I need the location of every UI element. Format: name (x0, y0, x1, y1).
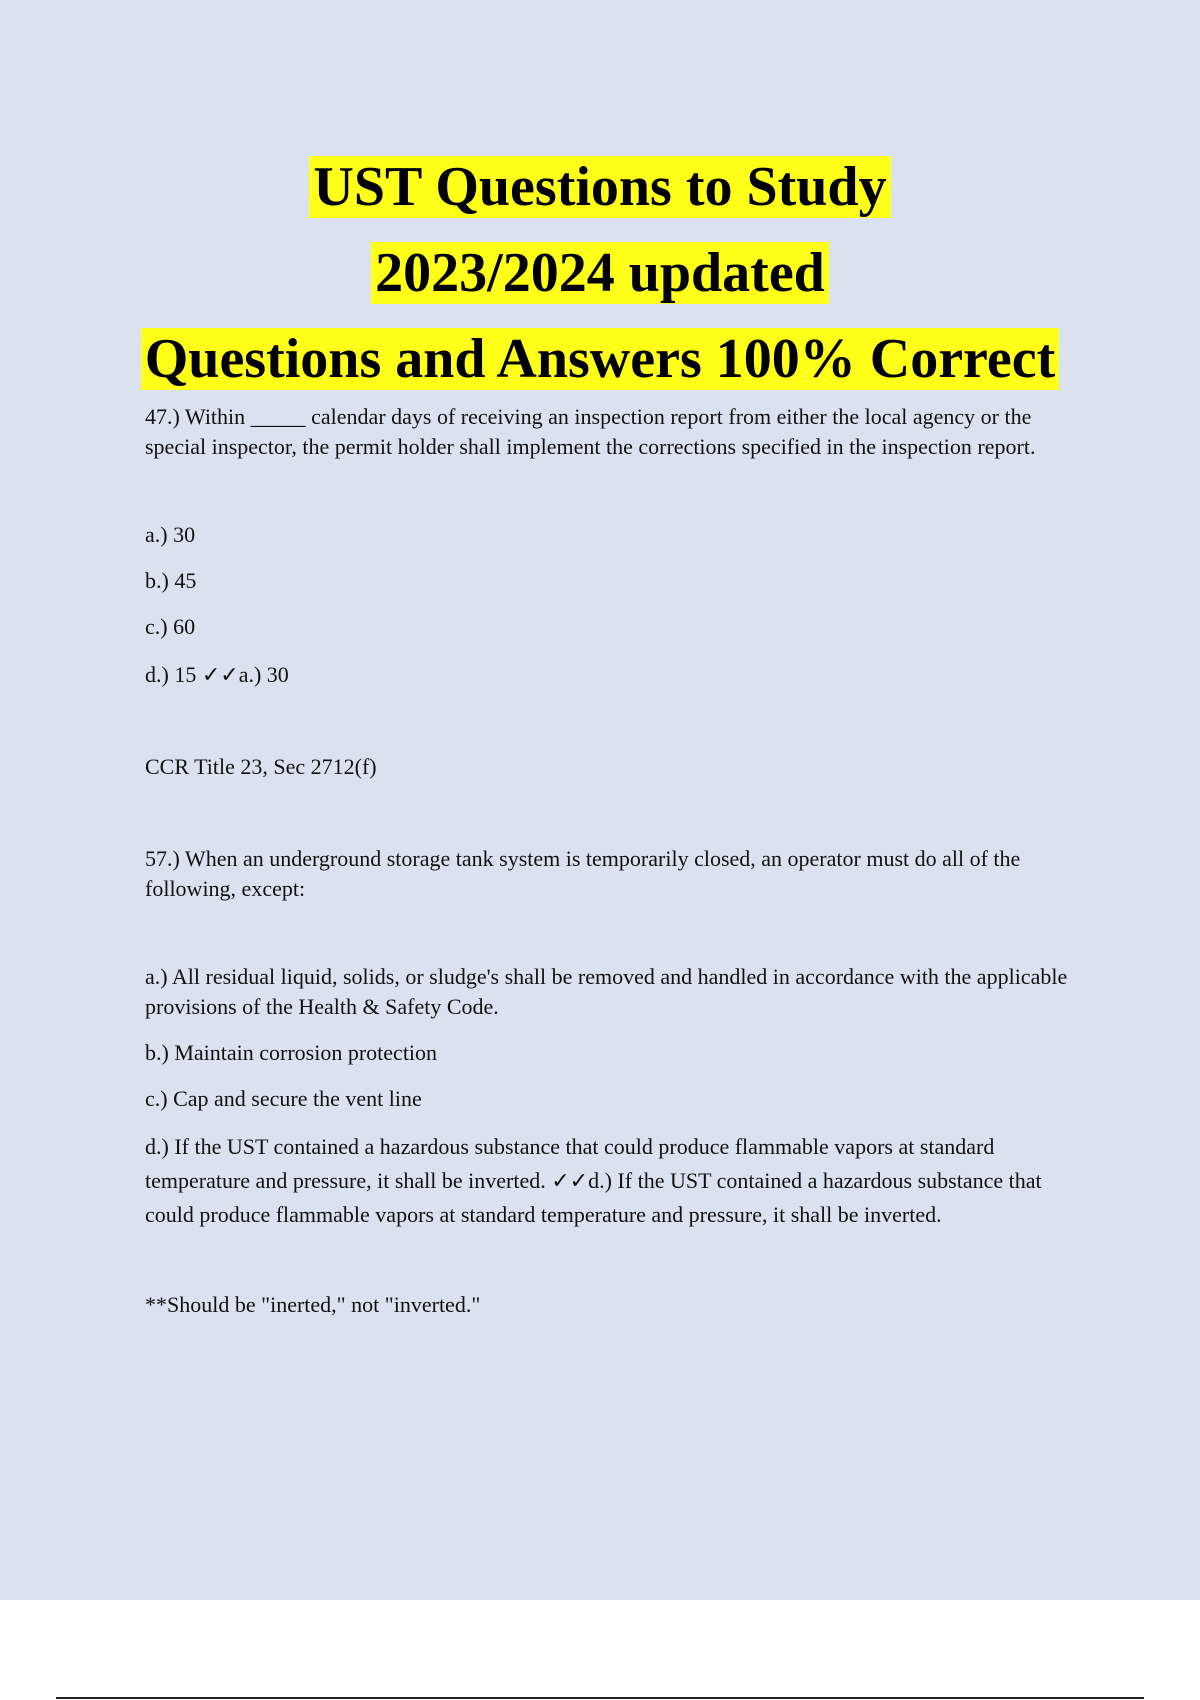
question-47-reference: CCR Title 23, Sec 2712(f) (145, 754, 377, 779)
question-57-option-c: c.) Cap and secure the vent line (145, 1086, 422, 1111)
title-line-3 (0, 316, 1200, 402)
title-line-1-text: UST Questions to Study (309, 156, 890, 218)
document-title (0, 144, 1200, 402)
question-47-option-a: a.) 30 (145, 522, 196, 547)
footer-divider (56, 1697, 1144, 1699)
question-57-option-a: a.) All residual liquid, solids, or sludge's shall be removed and handled in accordance with the applicable provisions of the Health & Safety Code. (145, 964, 1068, 1019)
document-body (145, 402, 1090, 1320)
question-57-note: **Should be "inerted," not "inverted." (145, 1292, 481, 1317)
question-47-option-d-answer: d.) 15 ✓✓a.) 30 (145, 662, 289, 687)
question-57-text: 57.) When an underground storage tank system is temporarily closed, an operator must do all of the following, except: (145, 846, 1021, 901)
question-47-option-b: b.) 45 (145, 568, 197, 593)
title-line-2-text: 2023/2024 updated (371, 242, 829, 304)
title-line-3-text: Questions and Answers 100% Correct (141, 328, 1060, 390)
title-line-2 (0, 230, 1200, 316)
question-47-text: 47.) Within _____ calendar days of receiving an inspection report from either the local agency or the special inspector, the permit holder shall implement the corrections specified in the inspection report. (145, 404, 1036, 459)
title-line-1 (0, 144, 1200, 230)
question-57-option-b: b.) Maintain corrosion protection (145, 1040, 438, 1065)
question-47-option-c: c.) 60 (145, 614, 196, 639)
question-57-option-d-answer: d.) If the UST contained a hazardous substance that could produce flammable vapors at standard temperature and pressure, it shall be inverted. ✓✓d.) If the UST contained a hazardous substance that could produce flammable vapors at standard temperature and pressure, it shall be inverted. (145, 1134, 1042, 1227)
